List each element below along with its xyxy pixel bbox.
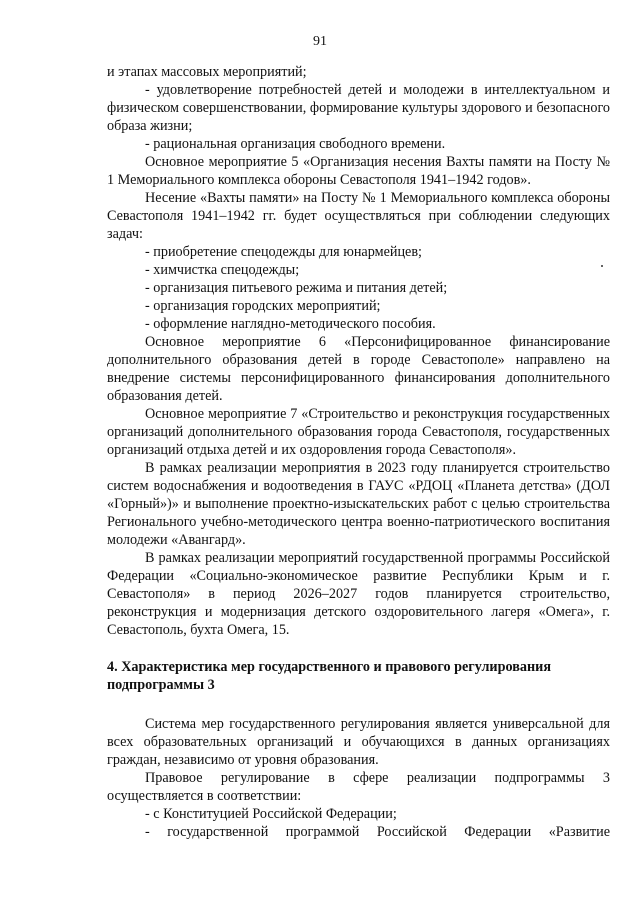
paragraph: и этапах массовых мероприятий; (107, 64, 307, 80)
paragraph: - химчистка спецодежды; (145, 262, 300, 278)
section-heading (107, 658, 610, 694)
scan-speck (601, 265, 603, 267)
paragraph: В рамках реализации мероприятий государственной программы Российской Федерации «Социально-экономическое развитие Республики Крым и г. Севастополя» в период 2026–2027 годов планируется строительство, реконструкция и модернизация детского оздоровительного лагеря «Омега», г. Севастополь, бухта Омега, 15. (107, 550, 610, 638)
paragraph: Несение «Вахты памяти» на Посту № 1 Мемориального комплекса обороны Севастополя 1941–1942 гг. будет осуществляться при соблюдении следующих задач: (107, 190, 610, 242)
paragraph: Основное мероприятие 5 «Организация несения Вахты памяти на Посту № 1 Мемориального комплекса обороны Севастополя 1941–1942 годов». (107, 154, 610, 188)
paragraph-last-line: - государственной программой Российской Федерации «Развитие (145, 824, 610, 840)
document-body (107, 63, 610, 841)
paragraph: - организация городских мероприятий; (145, 298, 381, 314)
paragraph: - с Конституцией Российской Федерации; (145, 806, 397, 822)
page-number: 91 (313, 34, 327, 49)
paragraph: - рациональная организация свободного времени. (145, 136, 446, 152)
section-heading-line2: подпрограммы 3 (107, 677, 215, 693)
paragraph: В рамках реализации мероприятия в 2023 году планируется строительство систем водоснабжения и водоотведения в ГАУС «РДОЦ «Планета детства» (ДОЛ «Горный»)» и выполнение проектно-изыскательских работ с целью строительства Регионального учебно-методического центра военно-патриотического воспитания молодежи «Авангард». (107, 460, 610, 548)
paragraph: Правовое регулирование в сфере реализации подпрограммы 3 осуществляется в соответствии: (107, 770, 610, 804)
paragraph: - оформление наглядно-методического пособия. (145, 316, 436, 332)
top-paragraphs (107, 63, 610, 639)
paragraph: Основное мероприятие 7 «Строительство и реконструкция государственных организаций дополнительного образования города Севастополя, государственных организаций отдыха детей и их оздоровления города Севастополя». (107, 406, 610, 458)
paragraph: - приобретение спецодежды для юнармейцев; (145, 244, 422, 260)
paragraph: - организация питьевого режима и питания детей; (145, 280, 448, 296)
paragraph: - удовлетворение потребностей детей и молодежи в интеллектуальном и физическом совершенствовании, формирование культуры здорового и безопасного образа жизни; (107, 82, 610, 134)
section-heading-line1: 4. Характеристика мер государственного и правового регулирования (107, 659, 551, 675)
bottom-paragraphs (107, 715, 610, 823)
paragraph: Основное мероприятие 6 «Персонифицированное финансирование дополнительного образования детей в городе Севастополе» направлено на внедрение системы персонифицированного финансирования дополнительного образования детей. (107, 334, 610, 404)
paragraph: Система мер государственного регулирования является универсальной для всех образовательных организаций и обучающихся в данных организациях граждан, независимо от уровня образования. (107, 716, 610, 768)
